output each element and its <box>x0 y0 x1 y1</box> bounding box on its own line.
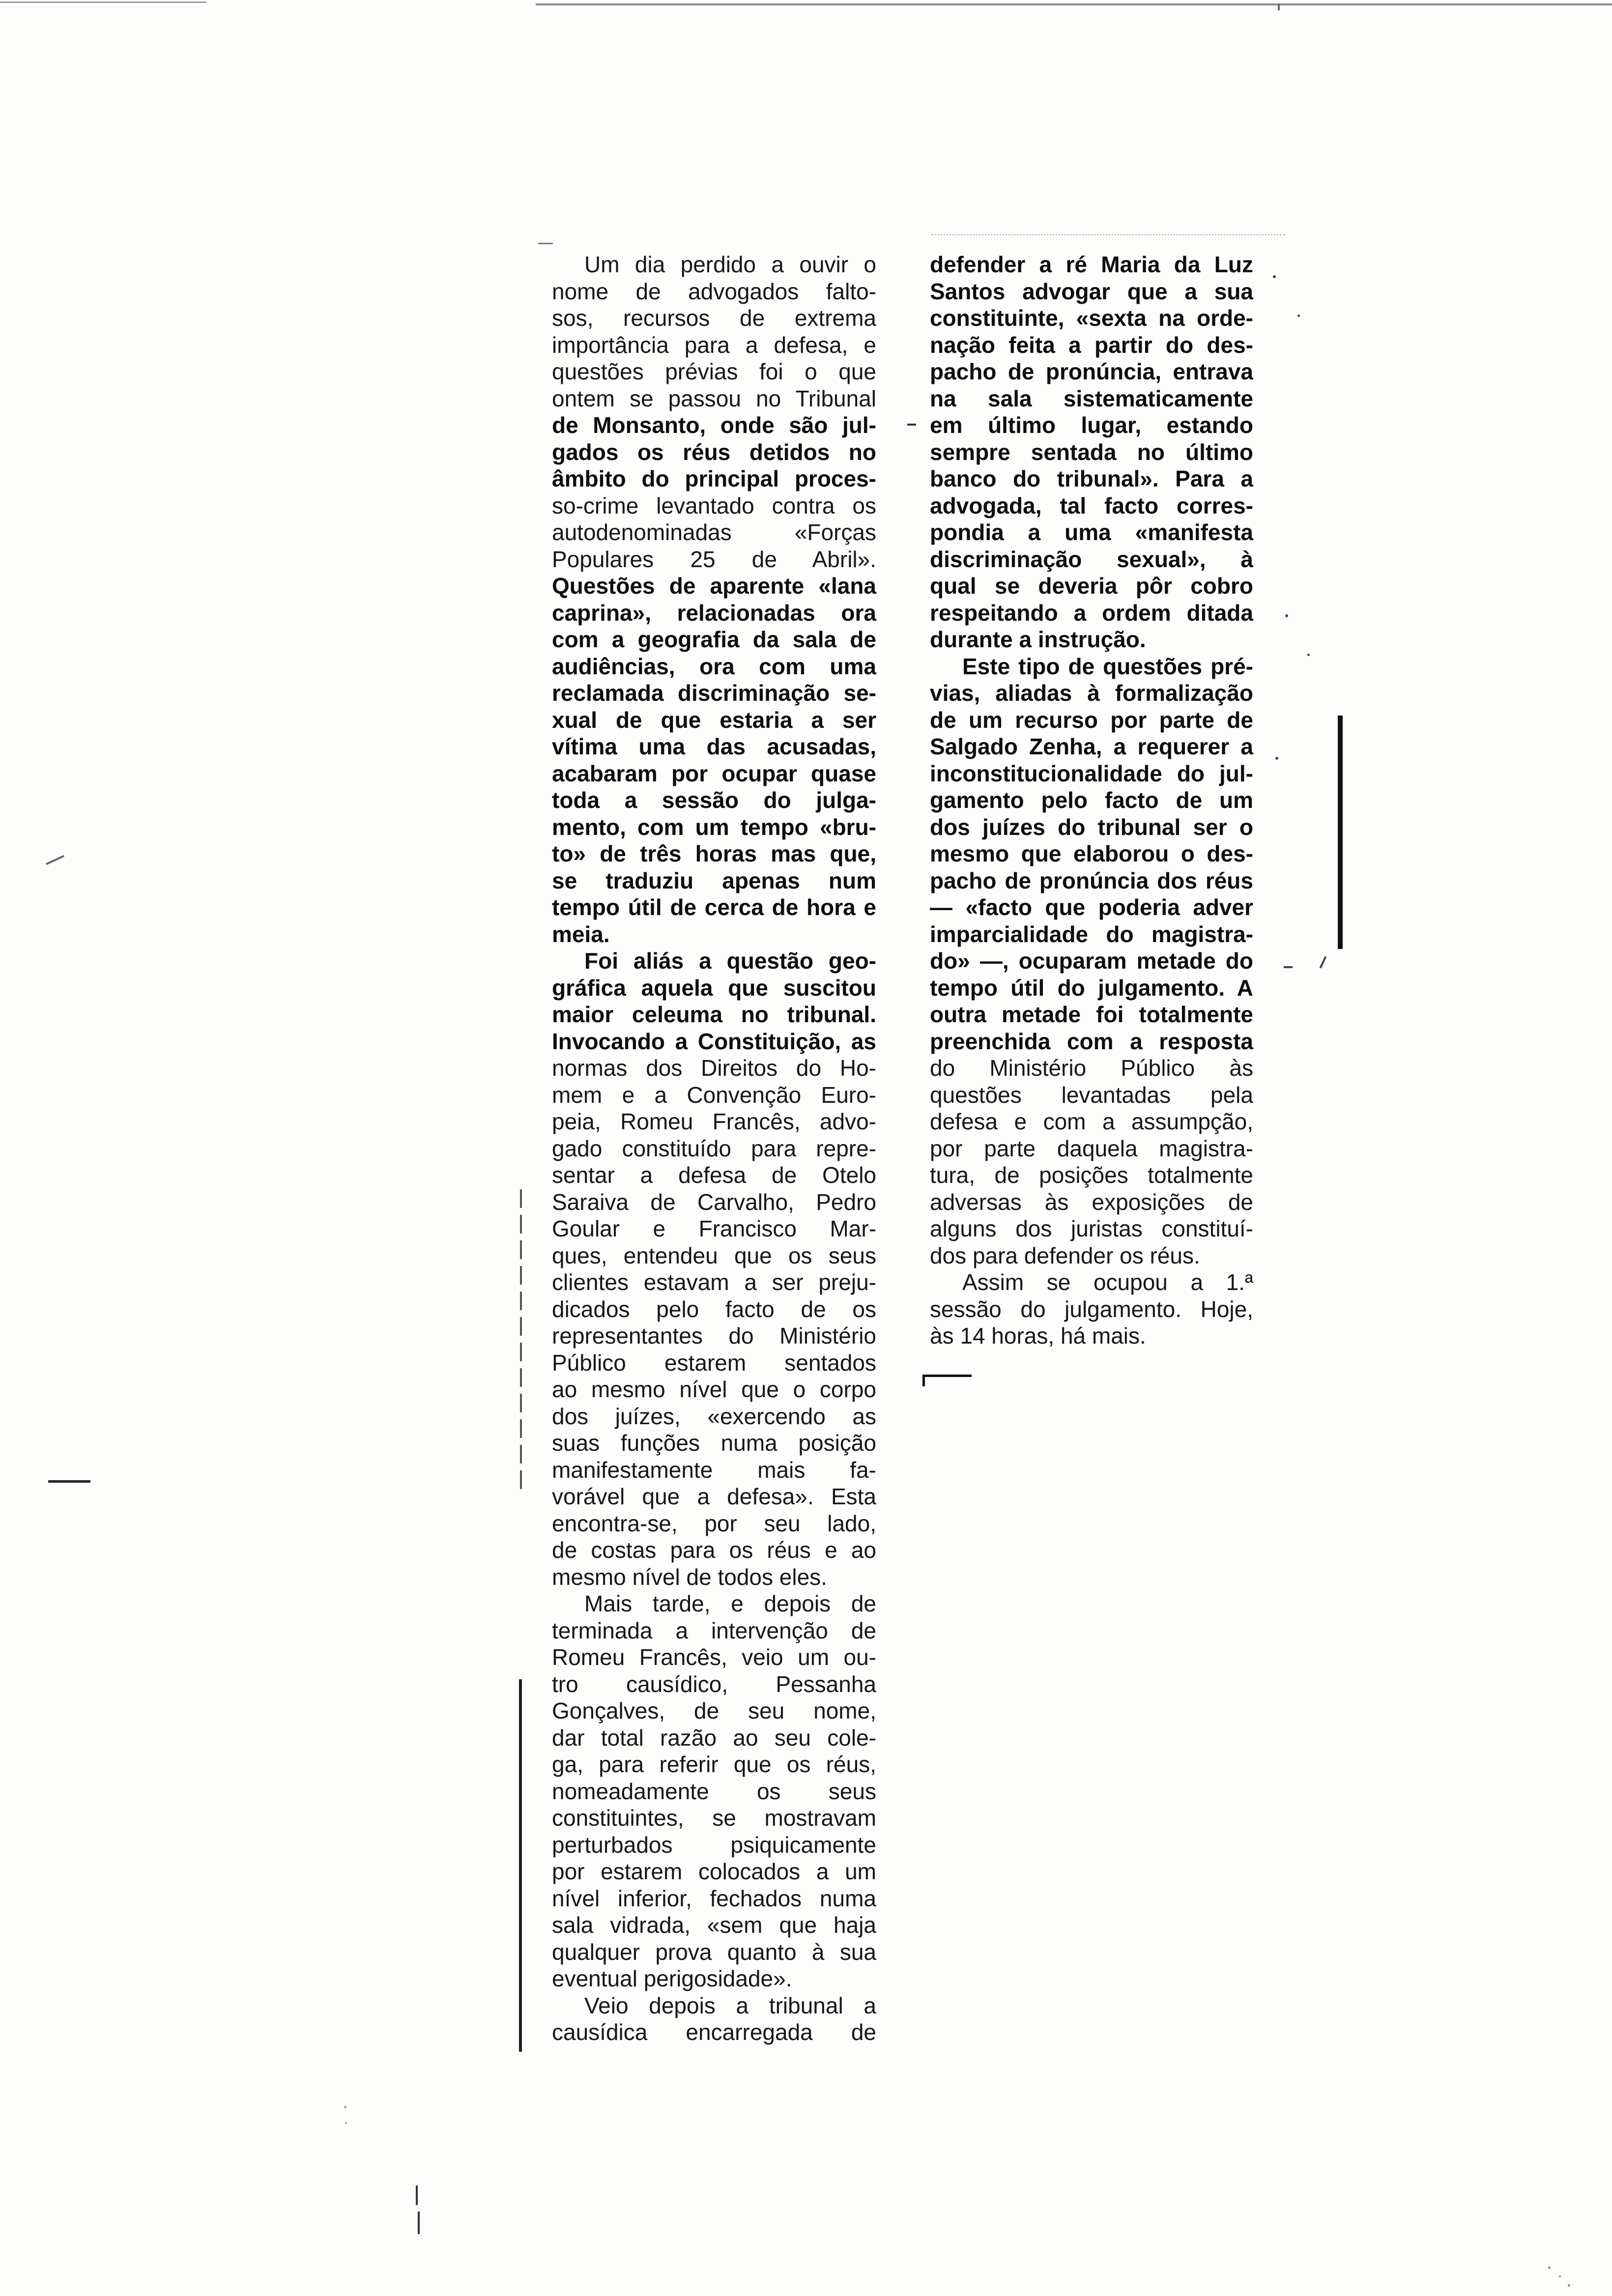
article-column-left <box>552 251 876 2046</box>
text-line: banco do tribunal». Para a <box>930 466 1253 491</box>
text-line: sos, recursos de extrema <box>552 305 876 331</box>
text-line: peia, Romeu Francês, advo- <box>552 1109 876 1134</box>
text-line: defender a ré Maria da Luz <box>930 252 1253 277</box>
text-line: imparcialidade do magistra- <box>930 921 1253 947</box>
text-line: âmbito do principal proces- <box>552 466 876 491</box>
right-margin-tick <box>1320 956 1327 968</box>
text-line: ao mesmo nível que o corpo <box>552 1377 876 1402</box>
article-column-right <box>930 251 1253 1349</box>
text-line: nação feita a partir do des- <box>930 332 1253 358</box>
text-line: mesmo nível de todos eles. <box>552 1564 827 1590</box>
text-line: mento, com um tempo «bru- <box>552 814 876 840</box>
scan-speckle <box>1275 757 1278 760</box>
scan-edge-tick <box>1278 3 1280 10</box>
text-line: dicados pelo facto de os <box>552 1296 876 1322</box>
text-line: tura, de posições totalmente <box>930 1162 1253 1188</box>
text-line: causídica encarregada de <box>552 2019 876 2045</box>
text-line: eventual perigosidade». <box>552 1966 792 1991</box>
text-line: — «facto que poderia adver <box>930 894 1253 920</box>
text-line: questões prévias foi o que <box>552 359 876 384</box>
text-line: vorável que a defesa». Esta <box>552 1484 876 1509</box>
text-line: sempre sentada no último <box>930 439 1253 465</box>
text-line: normas dos Direitos do Ho- <box>552 1055 876 1081</box>
text-line: ques, entendeu que os seus <box>552 1242 876 1268</box>
top-left-column-mark <box>538 243 553 244</box>
text-line: Assim se ocupou a 1.ª <box>962 1269 1253 1295</box>
text-line: Goular e Francisco Mar- <box>552 1216 876 1241</box>
text-line: vítima uma das acusadas, <box>552 734 876 759</box>
text-line: caprina», relacionadas ora <box>552 600 876 626</box>
text-line: pacho de pronúncia dos réus <box>930 867 1253 893</box>
text-line: ga, para referir que os réus, <box>552 1751 876 1777</box>
scan-speckle <box>1297 315 1300 317</box>
text-line: vias, aliadas à formalização <box>930 680 1253 706</box>
text-line: Este tipo de questões pré- <box>962 653 1253 679</box>
scan-speckle <box>1285 614 1288 617</box>
text-line: preenchida com a resposta <box>930 1028 1253 1054</box>
text-line: Foi aliás a questão geo- <box>584 948 876 974</box>
text-line: tempo útil de cerca de hora e <box>552 894 876 920</box>
text-line: respeitando a ordem ditada <box>930 600 1253 626</box>
text-line: inconstitucionalidade do jul- <box>930 760 1253 786</box>
text-line: constituinte, «sexta na orde- <box>930 305 1253 331</box>
text-line: defesa e com a assumpção, <box>930 1109 1253 1134</box>
paragraph <box>552 1992 876 2046</box>
text-line: Santos advogar que a sua <box>930 278 1253 304</box>
text-line: na sala sistematicamente <box>930 385 1253 411</box>
text-line: advogada, tal facto corres- <box>930 492 1253 518</box>
text-line: discriminação sexual», à <box>930 546 1253 572</box>
text-line: sentar a defesa de Otelo <box>552 1162 876 1188</box>
text-line: so-crime levantado contra os <box>552 492 876 518</box>
text-line: sala vidrada, «sem que haja <box>552 1912 876 1938</box>
text-line: Público estarem sentados <box>552 1349 876 1376</box>
text-line: constituintes, se mostravam <box>552 1805 876 1831</box>
text-line: Gonçalves, de seu nome, <box>552 1698 876 1723</box>
text-line: por parte daquela magistra- <box>930 1135 1253 1161</box>
left-margin-rule-upper <box>520 1189 522 1489</box>
text-line: encontra-se, por seu lado, <box>552 1510 876 1536</box>
text-line: adversas às exposições de <box>930 1189 1253 1215</box>
text-line: outra metade foi totalmente <box>930 1002 1253 1027</box>
text-line: audiências, ora com uma <box>552 653 876 679</box>
right-margin-dash <box>1284 966 1293 968</box>
text-line: se traduziu apenas num <box>552 867 876 893</box>
text-line: nome de advogados falto- <box>552 278 876 304</box>
article-end-mark-tick <box>922 1375 925 1386</box>
text-line: Romeu Francês, veio um ou- <box>552 1644 876 1670</box>
text-line: dos juízes do tribunal ser o <box>930 814 1253 840</box>
text-line: ontem se passou no Tribunal <box>552 385 876 411</box>
text-line: maior celeuma no tribunal. <box>552 1002 876 1027</box>
paragraph <box>552 947 876 1590</box>
text-line: com a geografia da sala de <box>552 627 876 652</box>
scan-edge-line-left <box>0 1 206 3</box>
bottom-left-stroke <box>416 2185 418 2205</box>
text-line: alguns dos juristas constituí- <box>930 1216 1253 1241</box>
text-line: às 14 horas, há mais. <box>930 1323 1146 1349</box>
text-line: meia. <box>552 921 610 947</box>
text-line: perturbados psiquicamente <box>552 1832 876 1858</box>
scan-speckle <box>1548 2267 1551 2269</box>
text-line: sessão do julgamento. Hoje, <box>930 1296 1253 1322</box>
text-line: Mais tarde, e depois de <box>584 1591 876 1616</box>
text-line: reclamada discriminação se- <box>552 680 876 706</box>
text-line: dos juízes, «exercendo as <box>552 1403 876 1429</box>
text-line: clientes estavam a ser preju- <box>552 1269 876 1295</box>
text-line: importância para a defesa, e <box>552 332 876 358</box>
text-line: mem e a Convenção Euro- <box>552 1082 876 1108</box>
text-line: pacho de pronúncia, entrava <box>930 359 1253 384</box>
article-end-mark <box>922 1375 972 1377</box>
text-line: Um dia perdido a ouvir o <box>584 252 876 277</box>
text-line: Veio depois a tribunal a <box>584 1992 876 2018</box>
text-line: nomeadamente os seus <box>552 1778 876 1804</box>
text-line: nível inferior, fechados numa <box>552 1885 876 1911</box>
scan-speckle <box>345 2122 347 2124</box>
left-margin-rule-lower <box>519 1679 522 2052</box>
text-line: Saraiva de Carvalho, Pedro <box>552 1189 876 1215</box>
paragraph <box>930 653 1253 1269</box>
paragraph-continued <box>930 251 1253 653</box>
text-line: Salgado Zenha, a requerer a <box>930 734 1253 759</box>
text-line: de Monsanto, onde são jul- <box>552 412 876 438</box>
scan-edge-line-right <box>536 3 1612 5</box>
text-line: gado constituído para repre- <box>552 1135 876 1161</box>
text-line: representantes do Ministério <box>552 1323 876 1349</box>
text-line: gados os réus detidos no <box>552 439 876 465</box>
text-line: tro causídico, Pessanha <box>552 1671 876 1697</box>
right-margin-rule <box>1338 716 1343 949</box>
text-line: suas funções numa posição <box>552 1430 876 1456</box>
top-column-dotted-noise <box>931 234 1285 235</box>
text-line: dar total razão ao seu cole- <box>552 1724 876 1751</box>
text-line: dos para defender os réus. <box>930 1242 1200 1268</box>
paragraph <box>930 1269 1253 1349</box>
text-line: tempo útil do julgamento. A <box>930 975 1253 1001</box>
text-line: mesmo que elaborou o des- <box>930 841 1253 866</box>
scan-speckle <box>1559 2275 1561 2277</box>
left-margin-dash <box>48 1480 90 1483</box>
text-line: xual de que estaria a ser <box>552 707 876 733</box>
text-line: durante a instrução. <box>930 627 1146 652</box>
text-line: qual se deveria pôr cobro <box>930 573 1253 599</box>
text-line: Questões de aparente «lana <box>552 573 876 599</box>
text-line: acabaram por ocupar quase <box>552 760 876 786</box>
bottom-left-stroke <box>418 2211 420 2234</box>
left-margin-mark <box>46 855 64 865</box>
scan-speckle <box>1568 2284 1570 2287</box>
text-line: qualquer prova quanto à sua <box>552 1939 876 1965</box>
text-line: manifestamente mais fa- <box>552 1457 876 1483</box>
text-line: pondia a uma «manifesta <box>930 519 1253 545</box>
text-line: autodenominadas «Forças <box>552 519 876 545</box>
text-noise-dash <box>907 424 916 426</box>
text-line: gráfica aquela que suscitou <box>552 975 876 1001</box>
paragraph <box>552 1590 876 1992</box>
text-line: Populares 25 de Abril». <box>552 546 876 572</box>
text-line: terminada a intervenção de <box>552 1617 876 1643</box>
paragraph <box>552 251 876 947</box>
text-line: por estarem colocados a um <box>552 1859 876 1884</box>
scan-speckle <box>344 2106 346 2108</box>
text-line: em último lugar, estando <box>930 412 1253 438</box>
scan-speckle <box>1273 275 1276 278</box>
text-line: gamento pelo facto de um <box>930 787 1253 813</box>
text-line: to» de três horas mas que, <box>552 841 876 866</box>
text-line: do Ministério Público às <box>930 1055 1253 1081</box>
text-line: de um recurso por parte de <box>930 707 1253 733</box>
text-line: de costas para os réus e ao <box>552 1537 876 1563</box>
text-line: toda a sessão do julga- <box>552 787 876 813</box>
text-line: questões levantadas pela <box>930 1082 1253 1108</box>
text-line: Invocando a Constituição, as <box>552 1028 876 1054</box>
scan-speckle <box>1307 654 1310 656</box>
text-line: do» —, ocuparam metade do <box>930 948 1253 974</box>
